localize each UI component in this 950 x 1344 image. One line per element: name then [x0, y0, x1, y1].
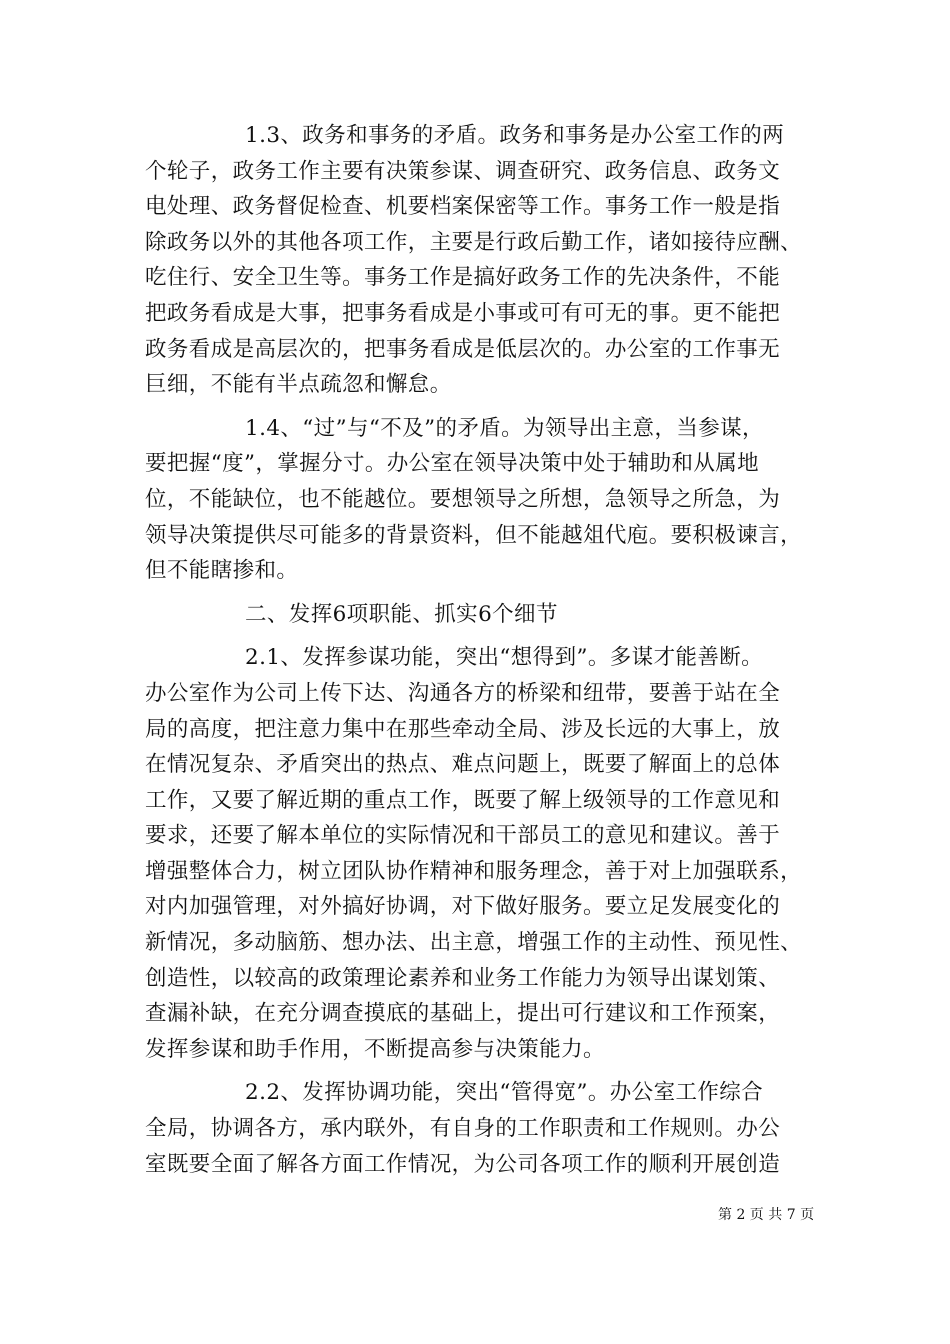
text-line: 新情况，多动脑筋、想办法、出主意，增强工作的主动性、预见性、 — [145, 930, 803, 956]
text-line: 把政务看成是大事，把事务看成是小事或可有可无的事。更不能把 — [145, 300, 781, 326]
heading-line: 二、发挥6项职能、抓实6个细节 — [245, 601, 558, 627]
text-line: 个轮子，政务工作主要有决策参谋、调查研究、政务信息、政务文 — [145, 158, 781, 184]
text-line: 局的高度，把注意力集中在那些牵动全局、涉及长远的大事上，放 — [145, 716, 781, 742]
section-heading-2 — [145, 597, 825, 633]
text-line: 2.2、发挥协调功能，突出“管得宽”。办公室工作综合 — [245, 1080, 764, 1106]
text-line: 要求，还要了解本单位的实际情况和干部员工的意见和建议。善于 — [145, 823, 781, 849]
text-line: 增强整体合力，树立团队协作精神和服务理念，善于对上加强联系， — [145, 858, 803, 884]
text-line: 室既要全面了解各方面工作情况，为公司各项工作的顺利开展创造 — [145, 1151, 781, 1177]
text-line: 但不能瞎掺和。 — [145, 558, 299, 584]
text-line: 除政务以外的其他各项工作，主要是行政后勤工作，诸如接待应酬、 — [145, 229, 803, 255]
paragraph-2-2 — [145, 1075, 825, 1182]
text-line: 对内加强管理，对外搞好协调，对下做好服务。要立足发展变化的 — [145, 894, 781, 920]
text-line: 电处理、政务督促检查、机要档案保密等工作。事务工作一般是指 — [145, 194, 781, 220]
text-line: 吃住行、安全卫生等。事务工作是搞好政务工作的先决条件，不能 — [145, 265, 781, 291]
text-line: 巨细，不能有半点疏忽和懈怠。 — [145, 372, 452, 398]
text-line: 发挥参谋和助手作用，不断提高参与决策能力。 — [145, 1036, 605, 1062]
text-line: 政务看成是高层次的，把事务看成是低层次的。办公室的工作事无 — [145, 336, 781, 362]
text-line: 全局，协调各方，承内联外，有自身的工作职责和工作规则。办公 — [145, 1116, 781, 1142]
page-number: 第 2 页 共 7 页 — [718, 1207, 815, 1223]
text-line: 创造性，以较高的政策理论素养和业务工作能力为领导出谋划策、 — [145, 965, 781, 991]
text-line: 位，不能缺位，也不能越位。要想领导之所想，急领导之所急，为 — [145, 486, 781, 512]
text-line: 办公室作为公司上传下达、沟通各方的桥梁和纽带，要善于站在全 — [145, 680, 781, 706]
text-line: 要把握“度”，掌握分寸。办公室在领导决策中处于辅助和从属地 — [145, 451, 760, 477]
document-body — [145, 118, 825, 1190]
text-line: 工作，又要了解近期的重点工作，既要了解上级领导的工作意见和 — [145, 787, 781, 813]
paragraph-1-4 — [145, 411, 825, 589]
text-line: 2.1、发挥参谋功能，突出“想得到”。多谋才能善断。 — [245, 645, 764, 671]
paragraph-1-3 — [145, 118, 825, 403]
text-line: 1.4、“过”与“不及”的矛盾。为领导出主意，当参谋， — [245, 415, 764, 441]
text-line: 1.3、政务和事务的矛盾。政务和事务是办公室工作的两 — [245, 123, 785, 148]
text-line: 查漏补缺，在充分调查摸底的基础上，提出可行建议和工作预案， — [145, 1001, 781, 1027]
paragraph-2-1 — [145, 640, 825, 1067]
text-line: 领导决策提供尽可能多的背景资料，但不能越俎代庖。要积极谏言， — [145, 522, 803, 548]
text-line: 在情况复杂、矛盾突出的热点、难点问题上，既要了解面上的总体 — [145, 752, 781, 778]
